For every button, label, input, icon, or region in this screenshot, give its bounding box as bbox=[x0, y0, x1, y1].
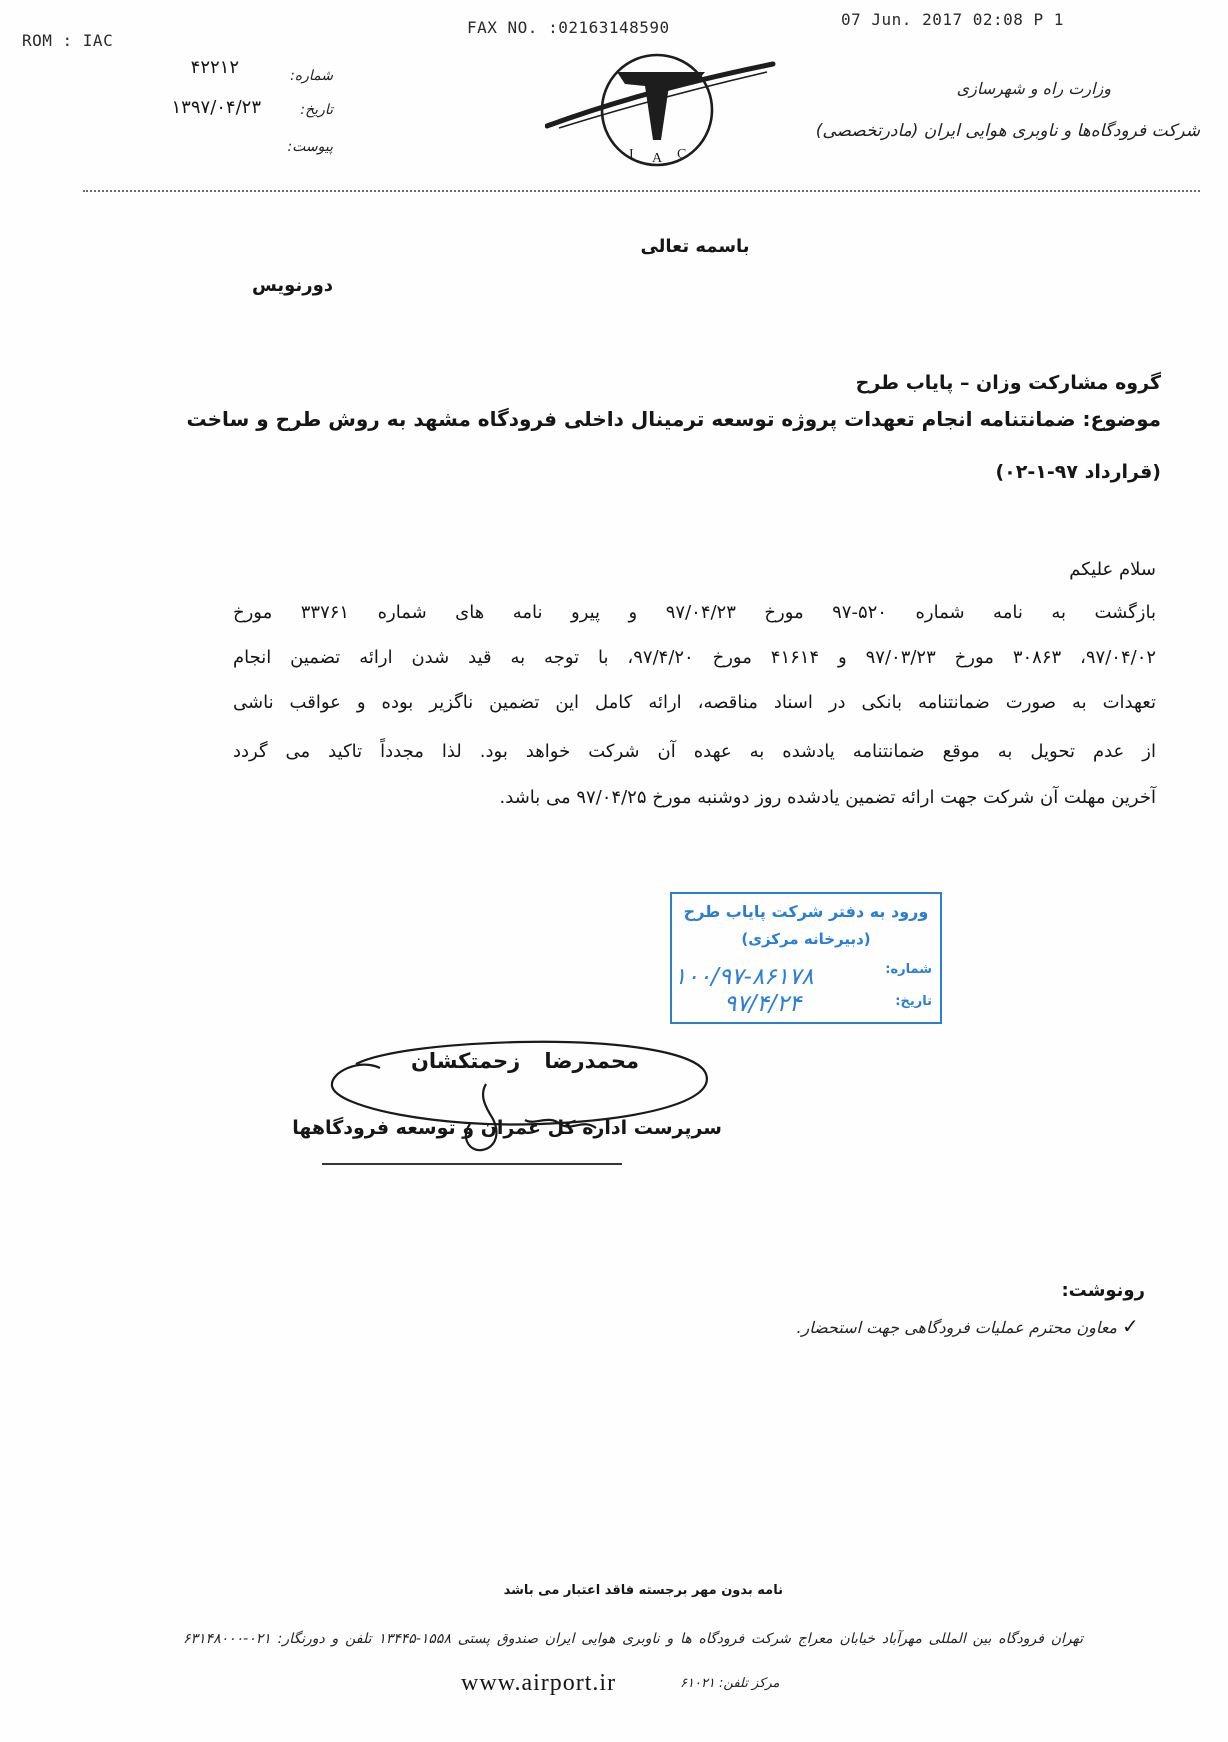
cc-recipient: معاون محترم عملیات فرودگاهی جهت استحضار. bbox=[796, 1318, 1117, 1337]
fax-timestamp: 07 Jun. 2017 02:08 P 1 bbox=[841, 10, 1064, 29]
cc-label: رونوشت: bbox=[1061, 1280, 1145, 1301]
stamp-title: ورود به دفتر شرکت پایاب طرح bbox=[683, 902, 929, 921]
body-line: از عدم تحویل به موقع ضمانتنامه یادشده به عهده آن شرکت خواهد بود. لذا مجدداً تاکید می گردد bbox=[233, 741, 1156, 762]
fax-sender: ROM : IAC bbox=[22, 31, 114, 50]
checkmark-icon bbox=[1122, 1312, 1139, 1340]
logo-letter-i: I bbox=[629, 147, 634, 162]
letter-date-label: تاریخ: bbox=[300, 102, 333, 118]
body-line: آخرین مهلت آن شرکت جهت ارائه تضمین یادشده روز دوشنبه مورخ ۹۷/۰۴/۲۵ می باشد. bbox=[499, 787, 1156, 808]
footer-website: www.airport.ir bbox=[461, 1670, 617, 1696]
stamp-number-label: شماره: bbox=[885, 962, 932, 977]
signatory-name: محمدرضا زحمتکشان bbox=[411, 1049, 639, 1073]
footer-address: تهران فرودگاه بین المللی مهرآباد خیابان معراج شرکت فرودگاه ها و ناوبری هوایی ایران صندوق پستی ۱۵۵۸-۱۳۴۴۵ تلفن و دورنگار: ۰۲۱-۶۳۱۴۸۰۰۰ bbox=[183, 1631, 1083, 1647]
company-name: شرکت فرودگاه‌ها و ناوبری هوایی ایران (مادرتخصصی) bbox=[815, 121, 1200, 141]
letter-date: ۱۳۹۷/۰۴/۲۳ bbox=[171, 97, 261, 118]
letter-number-label: شماره: bbox=[290, 68, 333, 84]
logo-letter-a: A bbox=[652, 151, 663, 166]
footer-notice: نامه بدون مهر برجسته فاقد اعتبار می باشد bbox=[503, 1583, 783, 1598]
signatory-title: سرپرست اداره کل عمران و توسعه فرودگاهها bbox=[292, 1117, 722, 1139]
signature-loop bbox=[466, 1084, 497, 1150]
ministry-name: وزارت راه و شهرسازی bbox=[956, 79, 1111, 98]
contract-reference: (قرارداد ۹۷-۱-۰۲) bbox=[995, 461, 1161, 483]
stamp-number: ۱۰۰/۹۷-۸۶۱۷۸ bbox=[674, 964, 814, 990]
stamp-date: ۹۷/۴/۲۴ bbox=[724, 991, 802, 1017]
logo-letter-c: C bbox=[677, 147, 687, 162]
body-line: بازگشت به نامه شماره ۵۲۰-۹۷ مورخ ۹۷/۰۴/۲۳ و پیرو نامه های شماره ۳۳۷۶۱ مورخ bbox=[233, 602, 1156, 623]
body-line: تعهدات به صورت ضمانتنامه بانکی در اسناد مناقصه، ارائه کامل این تضمین ناگزیر بوده و عواقب ناشی bbox=[233, 692, 1156, 713]
invocation: باسمه تعالی bbox=[640, 236, 750, 257]
stamp-date-label: تاریخ: bbox=[895, 994, 932, 1009]
subject-line: موضوع: ضمانتنامه انجام تعهدات پروژه توسعه ترمینال داخلی فرودگاه مشهد به روش طرح و ساخت bbox=[186, 407, 1161, 431]
receipt-stamp bbox=[670, 892, 942, 1024]
body-line: ۹۷/۰۴/۰۲، ۳۰۸۶۳ مورخ ۹۷/۰۳/۲۳ و ۴۱۶۱۴ مورخ ۹۷/۴/۲۰، با توجه به قید شدن ارائه تضمین انجام bbox=[233, 647, 1157, 668]
attachment-label: پیوست: bbox=[287, 139, 333, 155]
recipient: گروه مشارکت وزان – پایاب طرح bbox=[855, 372, 1161, 394]
header-separator bbox=[83, 190, 1200, 192]
fax-number: FAX NO. :02163148590 bbox=[467, 18, 670, 37]
footer-switchboard: مرکز تلفن: ۶۱۰۲۱ bbox=[680, 1676, 780, 1691]
signature-ellipse bbox=[332, 1042, 707, 1125]
letter-number: ۴۲۲۱۲ bbox=[190, 57, 239, 78]
stamp-subtitle: (دبیرخانه مرکزی) bbox=[741, 930, 871, 948]
letter-type: دورنویس bbox=[251, 275, 333, 296]
handwritten-signature bbox=[320, 1028, 740, 1178]
greeting: سلام علیکم bbox=[1069, 559, 1156, 580]
logo-emblem bbox=[617, 72, 705, 140]
iac-logo bbox=[545, 46, 777, 172]
